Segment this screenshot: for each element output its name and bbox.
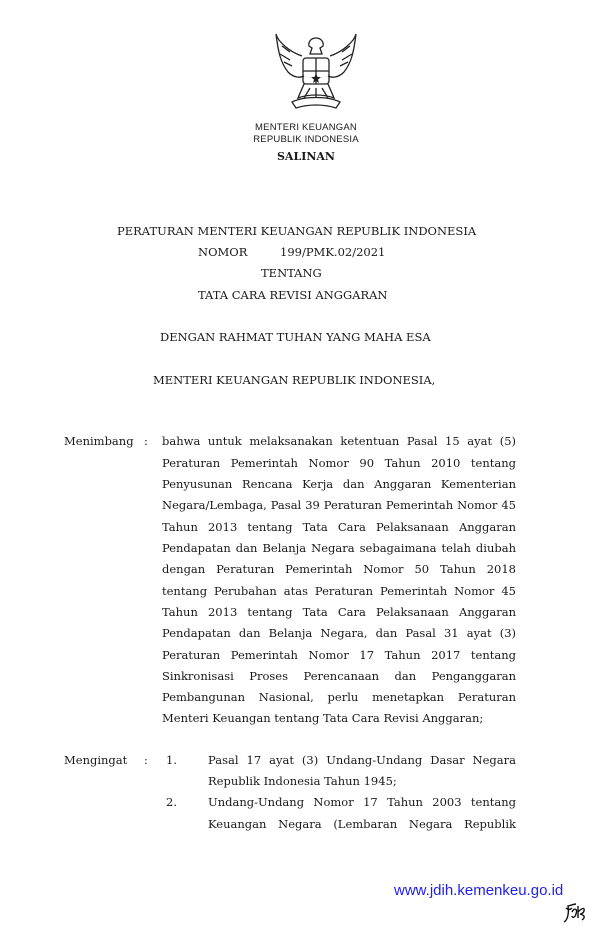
text-line: Penyusunan Rencana Kerja dan Anggaran Kementerian [162, 477, 516, 491]
garuda-emblem-icon [270, 32, 362, 116]
text-line: tentang Perubahan atas Peraturan Pemerintah Nomor 45 [162, 584, 516, 598]
text-line: Keuangan Negara (Lembaran Negara Republik [208, 817, 516, 831]
text-line: bahwa untuk melaksanakan ketentuan Pasal 15 ayat (5) [162, 434, 516, 448]
text-line: Undang-Undang Nomor 17 Tahun 2003 tentang [208, 795, 516, 809]
letterhead-line-2: REPUBLIK INDONESIA [253, 134, 359, 145]
text-line: Tahun 2013 tentang Tata Cara Pelaksanaan Anggaran [162, 520, 516, 534]
text-line: Negara/Lembaga, Pasal 39 Peraturan Pemerintah Nomor 45 [162, 498, 516, 512]
mengingat-label: Mengingat [64, 753, 128, 767]
text-line: Tahun 2013 tentang Tata Cara Pelaksanaan Anggaran [162, 605, 516, 619]
item-number: 2. [166, 795, 177, 809]
initials-signature-icon [560, 902, 588, 924]
text-line: Pasal 17 ayat (3) Undang-Undang Dasar Negara [208, 753, 516, 767]
regulation-subject: TATA CARA REVISI ANGGARAN [198, 288, 388, 302]
menimbang-colon: : [144, 434, 148, 448]
text-line: Republik Indonesia Tahun 1945; [208, 774, 397, 788]
menimbang-label: Menimbang [64, 434, 134, 448]
letterhead-line-1: MENTERI KEUANGAN [255, 122, 357, 133]
tentang-heading: TENTANG [261, 266, 322, 280]
authority-line: MENTERI KEUANGAN REPUBLIK INDONESIA, [153, 373, 436, 387]
text-line: Pendapatan dan Belanja Negara sebagaimana telah diubah [162, 541, 516, 555]
text-line: Pembangunan Nasional, perlu menetapkan Peraturan [162, 690, 516, 704]
blessing-line: DENGAN RAHMAT TUHAN YANG MAHA ESA [160, 330, 431, 344]
regulation-title: PERATURAN MENTERI KEUANGAN REPUBLIK INDONESIA [117, 224, 477, 238]
text-line: Peraturan Pemerintah Nomor 17 Tahun 2017 tentang [162, 648, 516, 662]
text-line: Sinkronisasi Proses Perencanaan dan Penganggaran [162, 669, 516, 683]
text-line: Menteri Keuangan tentang Tata Cara Revisi Anggaran; [162, 711, 484, 725]
jdih-website-link[interactable]: www.jdih.kemenkeu.go.id [394, 882, 564, 899]
item-number: 1. [166, 753, 177, 767]
nomor-label: NOMOR [198, 245, 248, 259]
nomor-value: 199/PMK.02/2021 [280, 245, 386, 259]
text-line: dengan Peraturan Pemerintah Nomor 50 Tahun 2018 [162, 562, 516, 576]
text-line: Peraturan Pemerintah Nomor 90 Tahun 2010 tentang [162, 456, 516, 470]
mengingat-colon: : [144, 753, 148, 767]
salinan-stamp: SALINAN [276, 150, 335, 163]
text-line: Pendapatan dan Belanja Negara, dan Pasal 31 ayat (3) [162, 626, 516, 640]
